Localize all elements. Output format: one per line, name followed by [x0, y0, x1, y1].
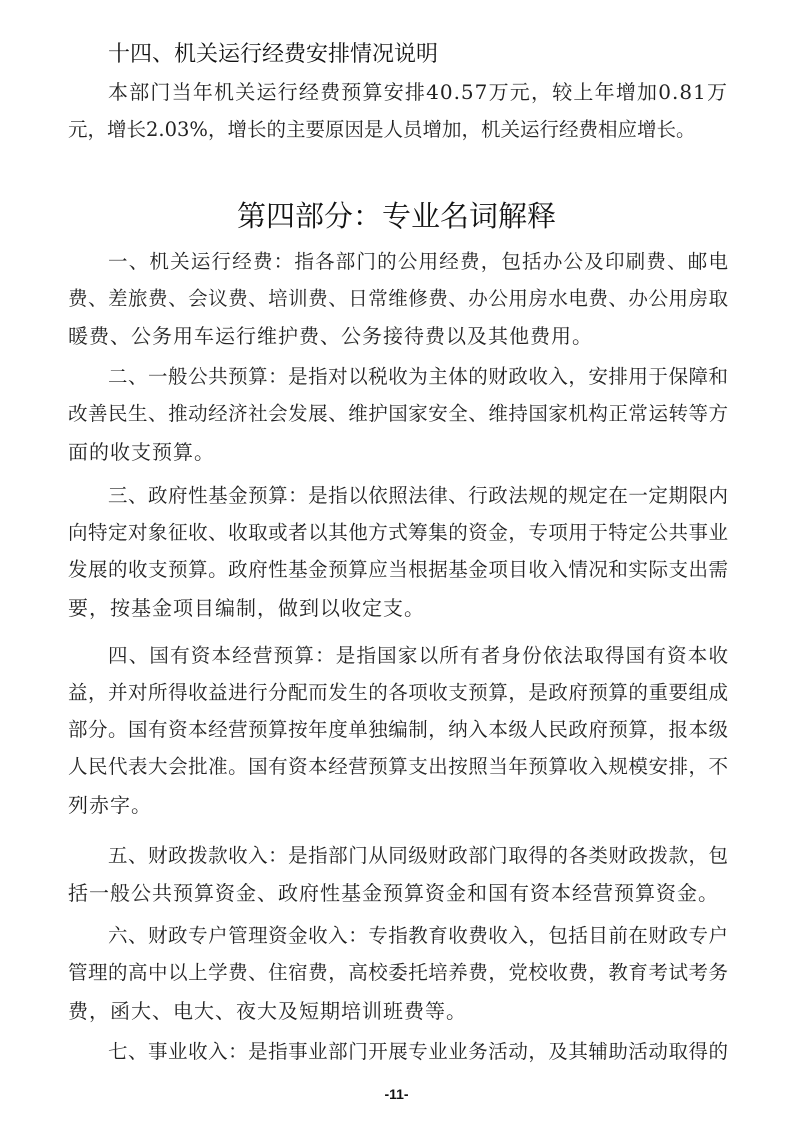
paragraph-line: 七、事业收入：是指事业部门开展专业业务活动，及其辅助活动取得的: [108, 1040, 728, 1063]
paragraph-line: 列赤字。: [68, 793, 152, 817]
page-number: -11-: [384, 1086, 409, 1102]
paragraph-line: 管理的高中以上学费、住宿费，高校委托培养费，党校收费，教育考试考务: [68, 961, 728, 984]
paragraph-line: 益，并对所得收益进行分配而发生的各项收支预算，是政府预算的重要组成: [68, 681, 728, 704]
paragraph-line: 部分。国有资本经营预算按年度单独编制，纳入本级人民政府预算，报本级: [68, 718, 728, 741]
paragraph-line: 三、政府性基金预算：是指以依照法律、行政法规的规定在一定期限内: [108, 484, 728, 507]
paragraph-line: 要，按基金项目编制，做到以收定支。: [68, 596, 425, 620]
paragraph-line: 括一般公共预算资金、政府性基金预算资金和国有资本经营预算资金。: [68, 881, 719, 905]
paragraph-line: 面的收支预算。: [68, 440, 215, 464]
paragraph-line: 元，增长2.03%，增长的主要原因是人员增加，机关运行经费相应增长。: [68, 118, 696, 141]
paragraph-line: 一、机关运行经费：指各部门的公用经费，包括办公及印刷费、邮电: [108, 250, 728, 273]
paragraph-line: 二、一般公共预算：是指对以税收为主体的财政收入，安排用于保障和: [108, 365, 728, 388]
paragraph-line: 六、财政专户管理资金收入：专指教育收费收入，包括目前在财政专户: [108, 924, 728, 947]
section-heading: 十四、机关运行经费安排情况说明: [108, 42, 439, 67]
paragraph-line: 人民代表大会批准。国有资本经营预算支出按照当年预算收入规模安排，不: [68, 755, 728, 778]
paragraph-line: 费、差旅费、会议费、培训费、日常维修费、办公用房水电费、办公用房取: [68, 287, 728, 310]
paragraph-line: 向特定对象征收、收取或者以其他方式筹集的资金，专项用于特定公共事业: [68, 521, 728, 544]
paragraph-line: 五、财政拨款收入：是指部门从同级财政部门取得的各类财政拨款，包: [108, 844, 728, 867]
paragraph-line: 费，函大、电大、夜大及短期培训班费等。: [68, 999, 467, 1023]
paragraph-line: 本部门当年机关运行经费预算安排40.57万元，较上年增加0.81万: [108, 80, 728, 104]
part-title: 第四部分：专业名词解释: [236, 199, 556, 233]
paragraph-line: 四、国有资本经营预算：是指国家以所有者身份依法取得国有资本收: [108, 644, 728, 667]
paragraph-line: 暖费、公务用车运行维护费、公务接待费以及其他费用。: [68, 324, 593, 348]
paragraph-line: 发展的收支预算。政府性基金预算应当根据基金项目收入情况和实际支出需: [68, 558, 728, 581]
paragraph-line: 改善民生、推动经济社会发展、维护国家安全、维持国家机构正常运转等方: [68, 402, 728, 425]
